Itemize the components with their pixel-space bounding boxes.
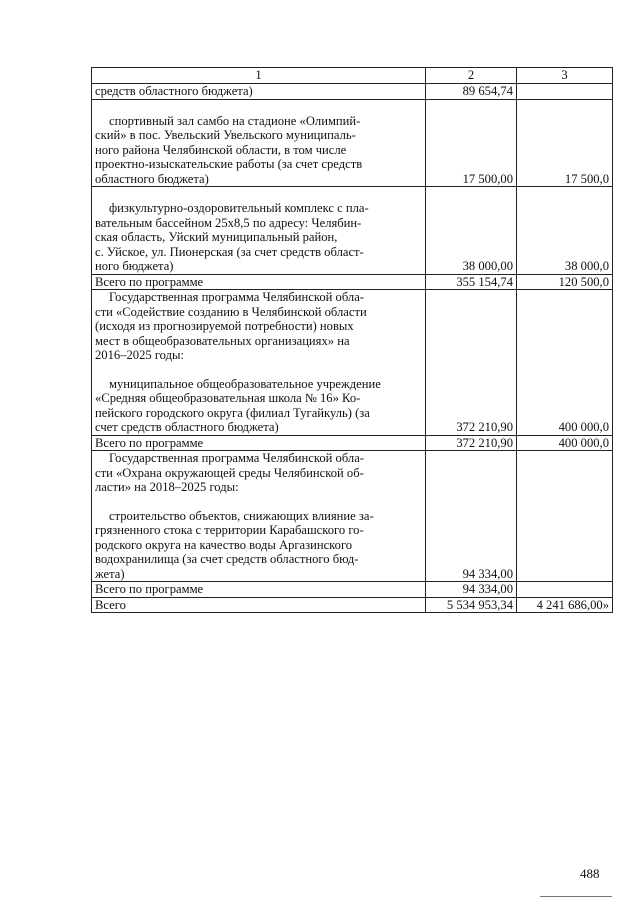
header-row xyxy=(92,68,613,84)
row-value-col3 xyxy=(517,582,613,598)
row-value-col3: 38 000,0 xyxy=(517,187,613,275)
table-row xyxy=(92,84,613,100)
row-value-col2: 38 000,00 xyxy=(426,187,517,275)
table-row-subtotal xyxy=(92,435,613,451)
table-row xyxy=(92,290,613,436)
item-description: спортивный зал самбо на стадионе «Олимпий- ский» в пос. Увельский Увельского муниципаль- ного района Челябинской области, в том числе проектно-изыскательские работы (за счет средств областного бюджета) xyxy=(95,113,363,186)
row-text xyxy=(92,84,426,100)
row-value-col2: 372 210,90 xyxy=(426,435,517,451)
row-value-col3 xyxy=(517,84,613,100)
header-col-3: 3 xyxy=(517,68,613,84)
item-description: строительство объектов, снижающих влияние за- грязненного стока с территории Карабашского го- родского округа на качество воды Аргазинского водохранилища (за счет средств областного бюд- жета) xyxy=(95,508,374,581)
row-value-col3 xyxy=(517,451,613,582)
table-row xyxy=(92,99,613,187)
subtotal-label: Всего по программе xyxy=(92,274,426,290)
table-row-subtotal xyxy=(92,582,613,598)
row-value-col3: 400 000,0 xyxy=(517,290,613,436)
grand-total-col3: 4 241 686,00» xyxy=(517,597,613,613)
subtotal-label: Всего по программе xyxy=(92,582,426,598)
row-value-col2: 17 500,00 xyxy=(426,99,517,187)
row-text xyxy=(92,187,426,275)
header-col-2: 2 xyxy=(426,68,517,84)
item-description: физкультурно-оздоровительный комплекс с пла- вательным бассейном 25х8,5 по адресу: Челябин- ская область, Уйский муниципальный район, с. Уйское, ул. Пионерская (за счет средств област- ного бюджета) xyxy=(95,201,369,273)
program-title: Государственная программа Челябинской обла- сти «Охрана окружающей среды Челябинской об- ласти» на 2018–2025 годы: xyxy=(95,451,364,494)
table-row-subtotal xyxy=(92,274,613,290)
row-text xyxy=(92,451,426,582)
row-value-col2: 355 154,74 xyxy=(426,274,517,290)
row-text-content: средств областного бюджета) xyxy=(95,84,253,98)
budget-table xyxy=(91,67,613,613)
row-text xyxy=(92,99,426,187)
table-row xyxy=(92,187,613,275)
program-title: Государственная программа Челябинской обла- сти «Содействие созданию в Челябинской области (исходя из прогнозируемой потребности) новых мест в общеобразовательных организациях» на 2016–2025 годы: xyxy=(95,290,367,362)
grand-total-col2: 5 534 953,34 xyxy=(426,597,517,613)
footer-rule xyxy=(540,896,612,897)
row-value-col2: 89 654,74 xyxy=(426,84,517,100)
table-row xyxy=(92,451,613,582)
row-value-col3: 120 500,0 xyxy=(517,274,613,290)
item-description: муниципальное общеобразовательное учреждение «Средняя общеобразовательная школа № 16» Ко- пейского городского округа (филиал Тугайкуль) (за счет средств областного бюджета) xyxy=(95,376,381,434)
row-value-col2: 372 210,90 xyxy=(426,290,517,436)
row-text xyxy=(92,290,426,436)
grand-total-label: Всего xyxy=(92,597,426,613)
subtotal-label: Всего по программе xyxy=(92,435,426,451)
row-value-col2: 94 334,00 xyxy=(426,451,517,582)
row-value-col3: 17 500,0 xyxy=(517,99,613,187)
page-number: 488 xyxy=(580,866,600,881)
header-col-1: 1 xyxy=(92,68,426,84)
row-value-col3: 400 000,0 xyxy=(517,435,613,451)
row-value-col2: 94 334,00 xyxy=(426,582,517,598)
table-row-grand-total xyxy=(92,597,613,613)
